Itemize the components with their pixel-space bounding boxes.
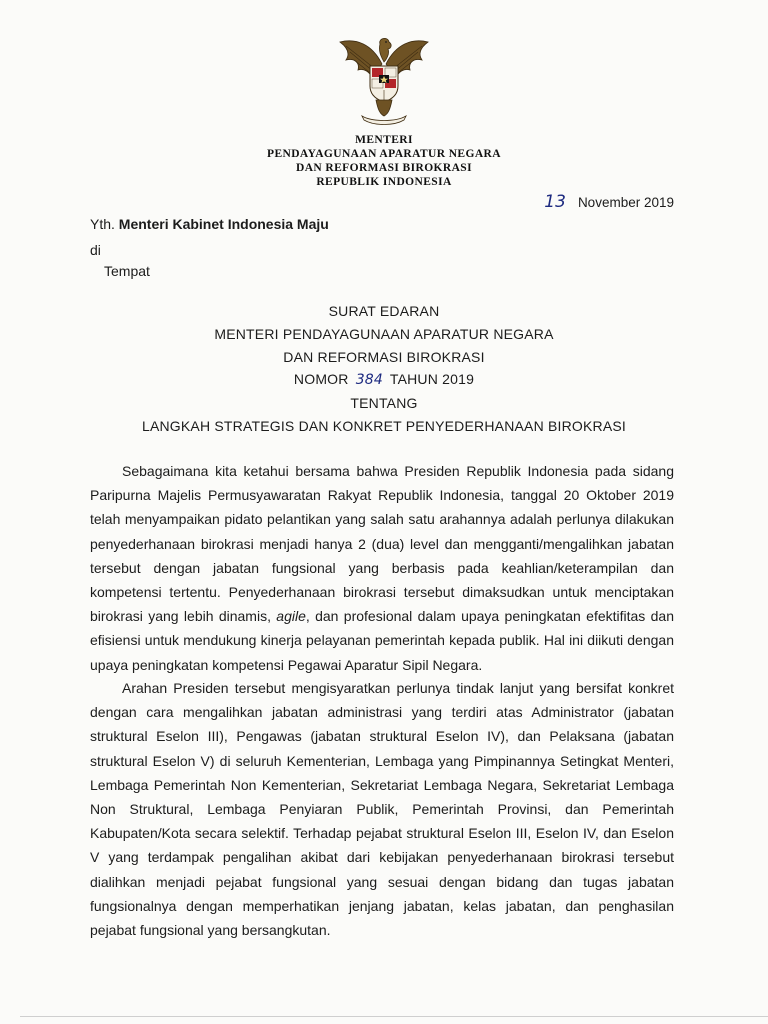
garuda-emblem-icon: [334, 34, 434, 126]
date-day-handwritten: 13: [544, 192, 566, 212]
page-edge-divider: [20, 1016, 768, 1017]
p1-text-after: , dan profesional dalam upaya peningkatan efektifitas dan efisiensi untuk mendukung kinerja pelayanan pemerintah kepada publik. Hal ini diikuti dengan upaya peningkatan kompetensi Pegawai Aparatur Sipil Negara.: [90, 608, 674, 673]
recipient-name: Menteri Kabinet Indonesia Maju: [118, 216, 329, 232]
body-paragraph-1: [90, 459, 674, 677]
date-month-year: November 2019: [577, 195, 674, 210]
letterhead-reform: DAN REFORMASI BIROKRASI: [296, 162, 472, 174]
title-reform: DAN REFORMASI BIROKRASI: [283, 349, 485, 365]
title-nomor: [0, 371, 768, 388]
p1-italic-agile: agile: [276, 608, 306, 625]
recipient-line: [90, 216, 329, 232]
title-minister: MENTERI PENDAYAGUNAAN APARATUR NEGARA: [214, 326, 554, 342]
nomor-tahun: TAHUN 2019: [389, 371, 475, 387]
title-tentang: TENTANG: [350, 395, 418, 411]
title-subject: LANGKAH STRATEGIS DAN KONKRET PENYEDERHANAAN BIROKRASI: [141, 418, 627, 434]
letterhead-country: REPUBLIK INDONESIA: [316, 176, 452, 188]
nomor-value-handwritten: 384: [355, 372, 384, 388]
nomor-label: NOMOR: [293, 371, 349, 387]
letterhead-title: MENTERI: [355, 134, 413, 146]
address-di: di: [90, 242, 101, 258]
letter-date: [544, 192, 674, 212]
letterhead-ministry: PENDAYAGUNAAN APARATUR NEGARA: [267, 148, 501, 160]
title-surat-edaran: SURAT EDARAN: [328, 303, 440, 319]
body-paragraph-2: Arahan Presiden tersebut mengisyaratkan perlunya tindak lanjut yang bersifat konkret dengan cara mengalihkan jabatan administrasi yang terdiri atas Administrator (jabatan struktural Eselon III), Pengawas (jabatan struktural Eselon IV), dan Pelaksana (jabatan struktural Eselon V) di seluruh Kementerian, Lembaga yang Pimpinannya Setingkat Menteri, Lembaga Pemerintah Non Kementerian, Sekretariat Lembaga Negara, Sekretariat Lembaga Non Struktural, Lembaga Penyiaran Publik, Pemerintah Provinsi, dan Pemerintah Kabupaten/Kota secara selektif. Terhadap pejabat struktural Eselon III, Eselon IV, dan Eselon V yang terdampak pengalihan akibat dari kebijakan penyederhanaan birokrasi tersebut dialihkan menjadi pejabat fungsional yang sesuai dengan bidang dan tugas jabatan fungsionalnya dengan memperhatikan jenjang jabatan, kelas jabatan, dan penghasilan pejabat fungsional yang bersangkutan.: [90, 680, 674, 939]
address-tempat: Tempat: [104, 263, 150, 279]
recipient-prefix: Yth.: [90, 216, 119, 232]
p1-text-before: Sebagaimana kita ketahui bersama bahwa Presiden Republik Indonesia pada sidang Paripurna Majelis Permusyawaratan Rakyat Republik Indonesia, tanggal 20 Oktober 2019 telah menyampaikan pidato pelantikan yang salah satu arahannya adalah perlunya dilakukan penyederhanaan birokrasi menjadi hanya 2 (dua) level dan mengganti/mengalihkan jabatan tersebut dengan jabatan fungsional yang berbasis pada keahlian/keterampilan dan kompetensi tertentu. Penyederhanaan birokrasi tersebut dimaksudkan untuk menciptakan birokrasi yang lebih dinamis,: [90, 463, 674, 625]
